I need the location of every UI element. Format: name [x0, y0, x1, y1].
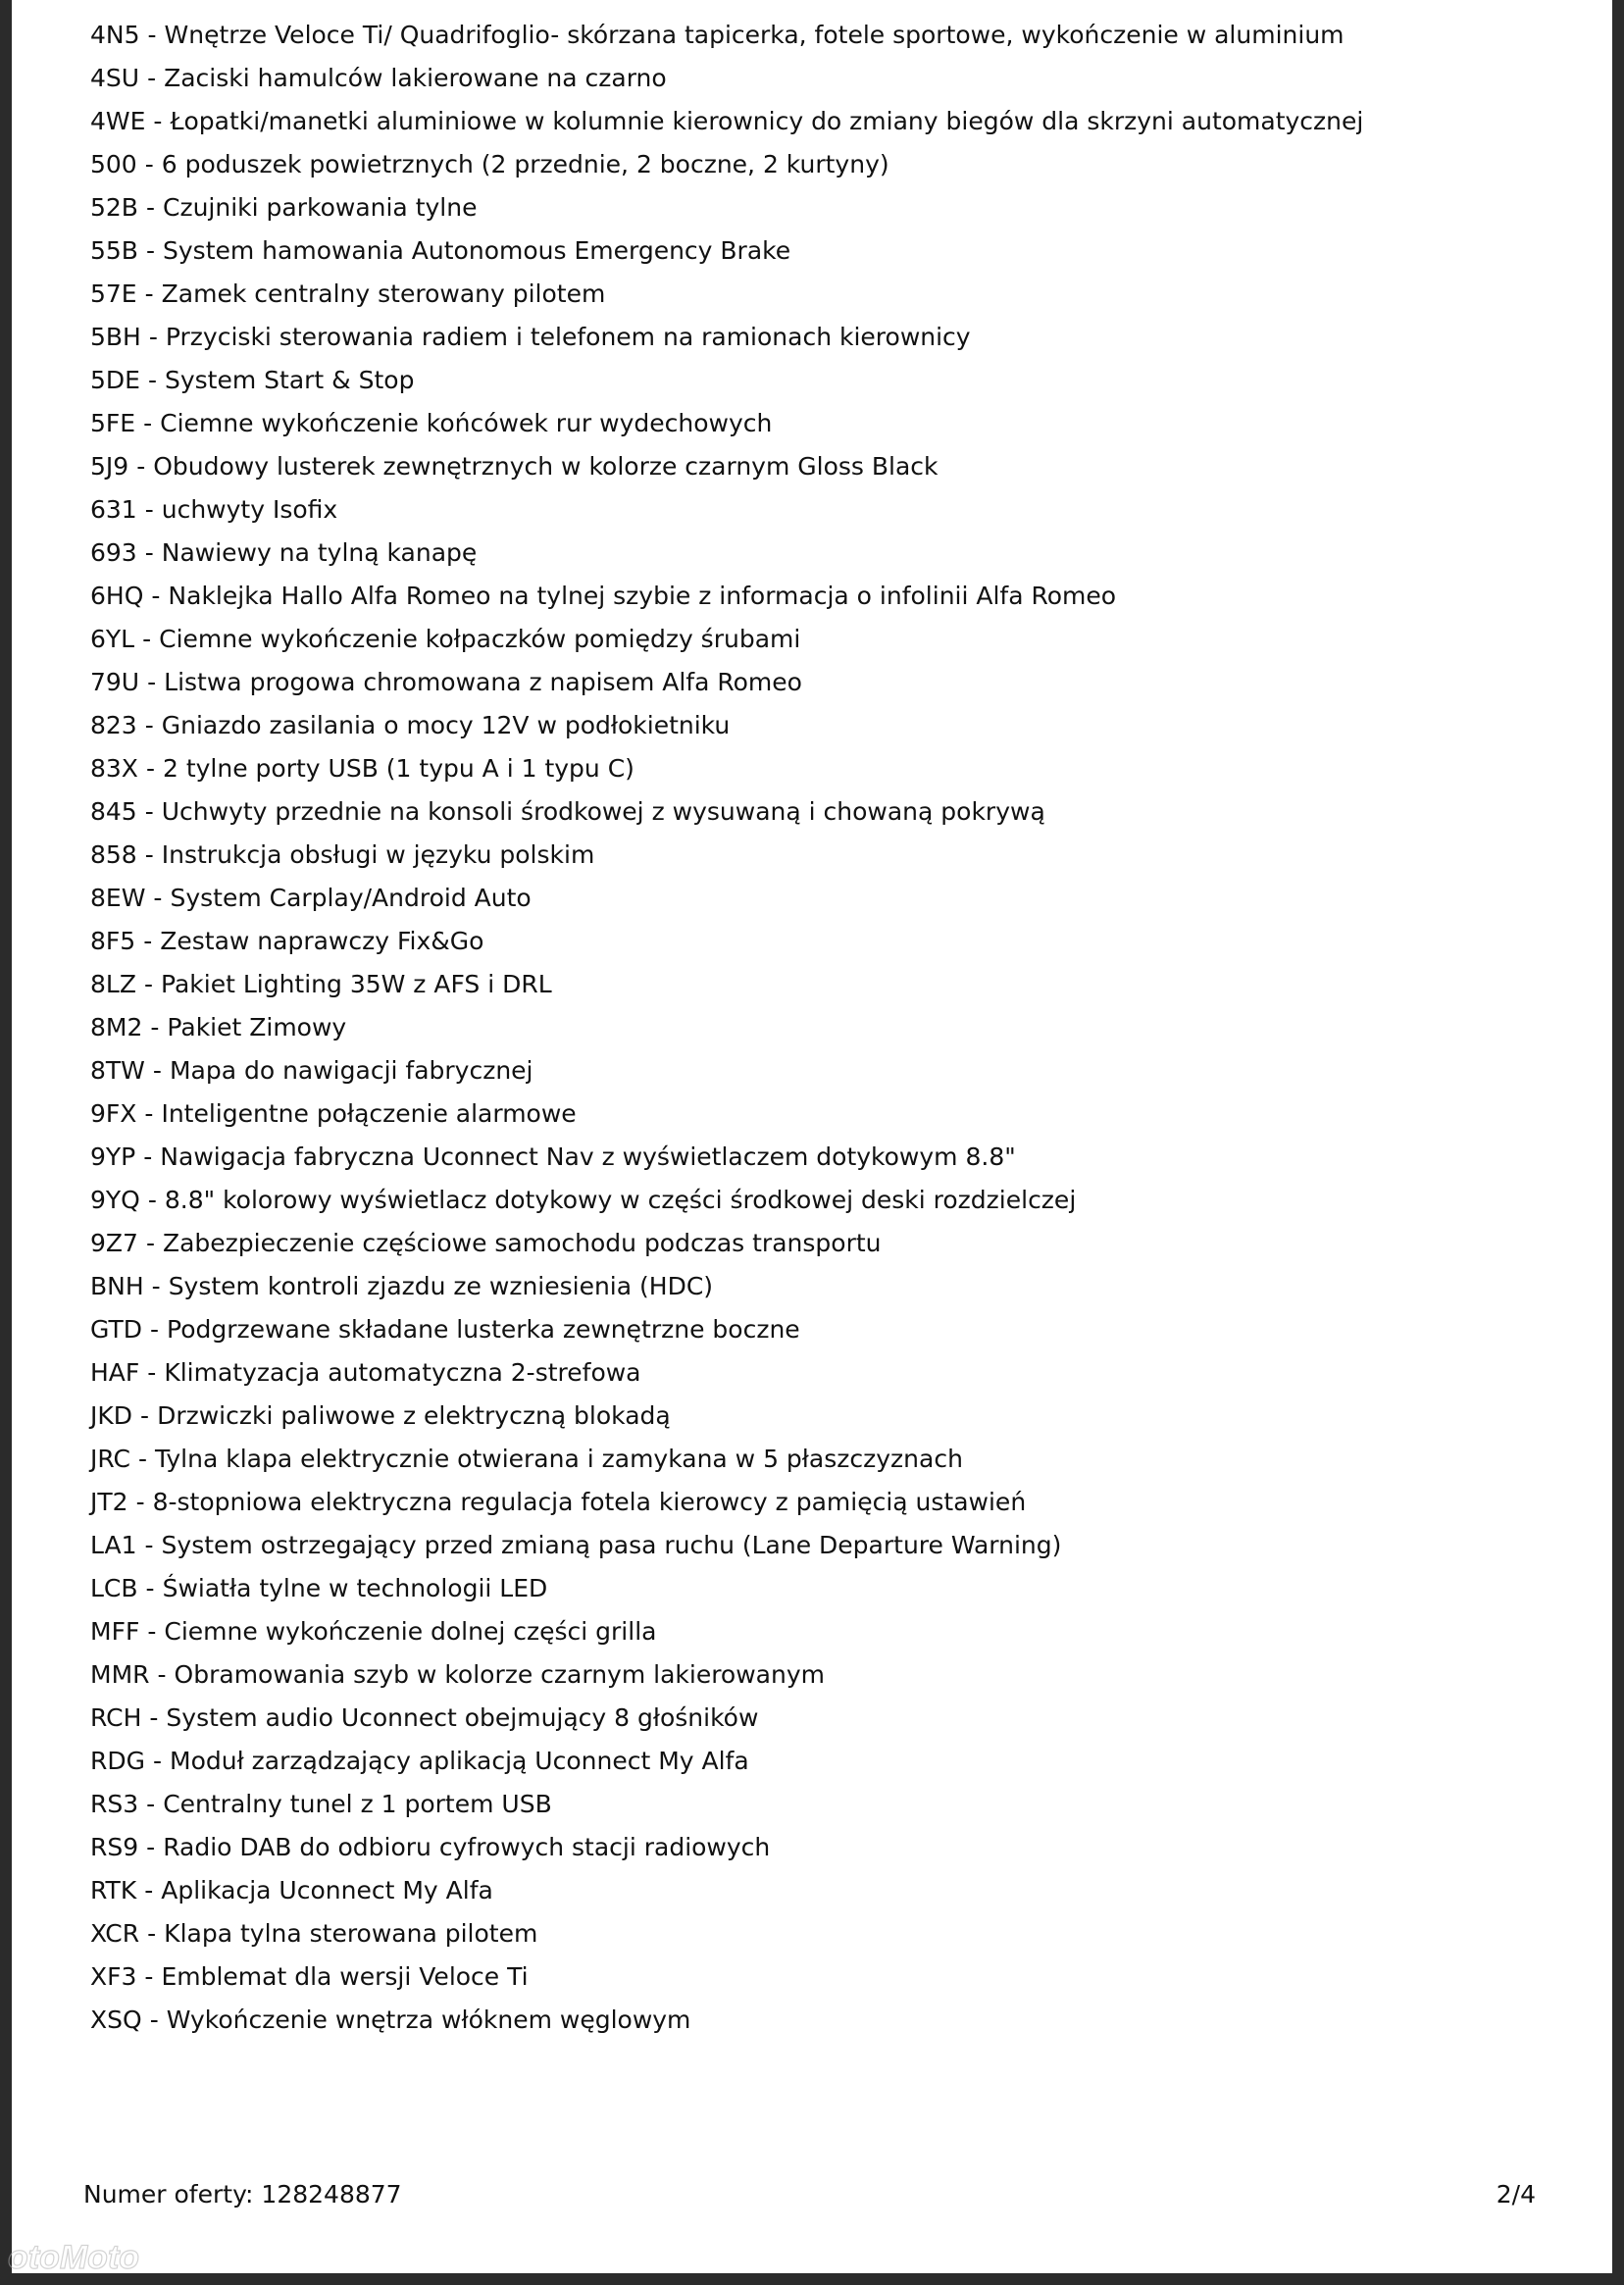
- option-code: 5DE: [90, 366, 140, 394]
- option-separator: -: [153, 107, 163, 135]
- option-code: 8F5: [90, 927, 136, 955]
- option-separator: -: [144, 840, 154, 869]
- option-code: RCH: [90, 1703, 142, 1732]
- option-description: Listwa progowa chromowana z napisem Alfa Romeo: [164, 668, 802, 696]
- option-code: 631: [90, 495, 137, 524]
- option-item: [90, 143, 1561, 186]
- option-code: 9FX: [90, 1099, 137, 1128]
- option-item: [90, 834, 1561, 877]
- option-item: [90, 186, 1561, 229]
- option-separator: -: [147, 64, 157, 92]
- option-separator: -: [144, 1531, 154, 1559]
- option-code: 8TW: [90, 1056, 145, 1085]
- option-code: JRC: [90, 1445, 130, 1473]
- option-separator: -: [144, 279, 154, 308]
- option-separator: -: [151, 1272, 161, 1300]
- option-item: [90, 229, 1561, 273]
- option-separator: -: [149, 2006, 159, 2034]
- option-code: 4SU: [90, 64, 140, 92]
- option-separator: -: [144, 1876, 154, 1904]
- option-item: [90, 1092, 1561, 1136]
- offer-number: Numer oferty: 128248877: [83, 2180, 402, 2209]
- option-item: [90, 1912, 1561, 1955]
- option-separator: -: [145, 1574, 155, 1602]
- option-item: [90, 1308, 1561, 1351]
- option-code: 823: [90, 711, 137, 739]
- option-item: [90, 963, 1561, 1006]
- option-separator: -: [147, 1186, 157, 1214]
- option-separator: -: [147, 21, 157, 49]
- option-item: [90, 488, 1561, 532]
- option-description: System kontroli zjazdu ze wzniesienia (HDC): [168, 1272, 714, 1300]
- option-description: Zamek centralny sterowany pilotem: [161, 279, 606, 308]
- option-item: [90, 1740, 1561, 1783]
- option-code: 693: [90, 538, 137, 567]
- option-code: MMR: [90, 1660, 150, 1689]
- option-code: JKD: [90, 1401, 133, 1430]
- option-separator: -: [142, 625, 152, 653]
- option-description: Pakiet Lighting 35W z AFS i DRL: [161, 970, 552, 998]
- option-description: Pakiet Zimowy: [167, 1013, 347, 1041]
- option-separator: -: [157, 1660, 167, 1689]
- option-separator: -: [146, 1833, 156, 1861]
- option-description: Drzwiczki paliwowe z elektryczną blokadą: [157, 1401, 671, 1430]
- option-description: uchwyty Isofix: [161, 495, 338, 524]
- option-description: 2 tylne porty USB (1 typu A i 1 typu C): [162, 754, 634, 783]
- option-separator: -: [143, 1142, 153, 1171]
- option-item: [90, 1481, 1561, 1524]
- option-item: [90, 1610, 1561, 1653]
- option-description: Zestaw naprawczy Fix&Go: [160, 927, 484, 955]
- option-code: 4N5: [90, 21, 140, 49]
- option-description: System Carplay/Android Auto: [170, 884, 532, 912]
- option-item: [90, 575, 1561, 618]
- option-separator: -: [144, 1962, 154, 1991]
- option-description: Moduł zarządzający aplikacją Uconnect My Alfa: [170, 1747, 749, 1775]
- option-description: Czujniki parkowania tylne: [163, 193, 478, 222]
- option-code: 9YQ: [90, 1186, 140, 1214]
- option-item: [90, 1524, 1561, 1567]
- option-code: RDG: [90, 1747, 145, 1775]
- option-description: 6 poduszek powietrznych (2 przednie, 2 boczne, 2 kurtyny): [161, 150, 889, 178]
- option-code: XSQ: [90, 2006, 142, 2034]
- option-item: [90, 273, 1561, 316]
- option-code: BNH: [90, 1272, 144, 1300]
- option-item: [90, 316, 1561, 359]
- option-code: RS9: [90, 1833, 139, 1861]
- option-description: 8-stopniowa elektryczna regulacja fotela kierowcy z pamięcią ustawień: [152, 1488, 1027, 1516]
- option-separator: -: [147, 1617, 157, 1646]
- option-item: [90, 1222, 1561, 1265]
- option-item: [90, 1179, 1561, 1222]
- option-description: System ostrzegający przed zmianą pasa ruchu (Lane Departure Warning): [161, 1531, 1062, 1559]
- option-item: [90, 747, 1561, 790]
- option-item: [90, 1567, 1561, 1610]
- option-code: 5J9: [90, 452, 129, 481]
- option-code: 55B: [90, 236, 138, 265]
- option-item: [90, 1395, 1561, 1438]
- option-separator: -: [145, 193, 155, 222]
- option-description: Mapa do nawigacji fabrycznej: [169, 1056, 533, 1085]
- option-code: 9YP: [90, 1142, 136, 1171]
- option-description: Wnętrze Veloce Ti/ Quadrifoglio- skórzana tapicerka, fotele sportowe, wykończenie w aluminium: [164, 21, 1345, 49]
- option-code: GTD: [90, 1315, 143, 1344]
- option-item: [90, 1999, 1561, 2042]
- option-item: [90, 1826, 1561, 1869]
- option-code: 79U: [90, 668, 140, 696]
- option-item: [90, 1351, 1561, 1395]
- option-item: [90, 1006, 1561, 1049]
- option-separator: -: [147, 1358, 157, 1387]
- option-separator: -: [135, 1488, 145, 1516]
- svg-text:otoMoto: otoMoto: [8, 2239, 140, 2276]
- option-item: [90, 920, 1561, 963]
- option-code: XF3: [90, 1962, 137, 1991]
- option-separator: -: [144, 711, 154, 739]
- option-separator: -: [144, 538, 154, 567]
- option-description: Wykończenie wnętrza włóknem węglowym: [166, 2006, 691, 2034]
- option-item: [90, 14, 1561, 57]
- option-description: Ciemne wykończenie końcówek rur wydechowych: [160, 409, 773, 437]
- option-code: 9Z7: [90, 1229, 138, 1257]
- option-description: Nawiewy na tylną kanapę: [161, 538, 478, 567]
- option-description: Ciemne wykończenie dolnej części grilla: [164, 1617, 657, 1646]
- option-code: 8LZ: [90, 970, 136, 998]
- option-separator: -: [140, 1401, 150, 1430]
- option-code: 5FE: [90, 409, 136, 437]
- option-description: Światła tylne w technologii LED: [162, 1574, 548, 1602]
- option-separator: -: [143, 409, 153, 437]
- option-separator: -: [149, 1703, 159, 1732]
- option-code: 858: [90, 840, 137, 869]
- option-separator: -: [145, 1229, 155, 1257]
- option-description: Obudowy lusterek zewnętrznych w kolorze czarnym Gloss Black: [153, 452, 939, 481]
- option-item: [90, 790, 1561, 834]
- option-separator: -: [144, 1099, 154, 1128]
- page-footer: [83, 2175, 1536, 2214]
- option-separator: -: [150, 1315, 160, 1344]
- equipment-options-list: [90, 14, 1561, 2042]
- option-item: [90, 1955, 1561, 1999]
- option-item: [90, 1136, 1561, 1179]
- option-separator: -: [145, 754, 155, 783]
- option-description: Radio DAB do odbioru cyfrowych stacji radiowych: [163, 1833, 771, 1861]
- option-description: Instrukcja obsługi w języku polskim: [161, 840, 595, 869]
- option-item: [90, 1438, 1561, 1481]
- option-separator: -: [146, 1790, 156, 1818]
- option-description: Ciemne wykończenie kołpaczków pomiędzy śrubami: [159, 625, 801, 653]
- option-code: 5BH: [90, 323, 141, 351]
- option-separator: -: [144, 150, 154, 178]
- option-code: 4WE: [90, 107, 146, 135]
- option-item: [90, 532, 1561, 575]
- option-code: 8EW: [90, 884, 146, 912]
- option-code: HAF: [90, 1358, 140, 1387]
- option-code: 8M2: [90, 1013, 143, 1041]
- option-description: Zaciski hamulców lakierowane na czarno: [164, 64, 667, 92]
- option-item: [90, 618, 1561, 661]
- option-code: 845: [90, 797, 137, 826]
- option-item: [90, 1265, 1561, 1308]
- option-description: Gniazdo zasilania o mocy 12V w podłokietniku: [161, 711, 731, 739]
- option-item: [90, 57, 1561, 100]
- option-item: [90, 100, 1561, 143]
- option-separator: -: [148, 323, 158, 351]
- option-code: LCB: [90, 1574, 138, 1602]
- otomoto-watermark-logo: [6, 2238, 280, 2277]
- option-description: Inteligentne połączenie alarmowe: [161, 1099, 577, 1128]
- option-description: Naklejka Hallo Alfa Romeo na tylnej szybie z informacja o infolinii Alfa Romeo: [168, 582, 1117, 610]
- option-description: Przyciski sterowania radiem i telefonem na ramionach kierownicy: [165, 323, 971, 351]
- option-separator: -: [147, 668, 157, 696]
- option-description: Nawigacja fabryczna Uconnect Nav z wyświetlaczem dotykowym 8.8": [160, 1142, 1016, 1171]
- option-code: 57E: [90, 279, 137, 308]
- option-item: [90, 1697, 1561, 1740]
- option-description: Emblemat dla wersji Veloce Ti: [161, 1962, 529, 1991]
- option-item: [90, 1049, 1561, 1092]
- option-item: [90, 445, 1561, 488]
- option-description: Zabezpieczenie częściowe samochodu podczas transportu: [162, 1229, 882, 1257]
- option-item: [90, 1783, 1561, 1826]
- option-item: [90, 359, 1561, 402]
- option-separator: -: [144, 495, 154, 524]
- option-description: Centralny tunel z 1 portem USB: [163, 1790, 552, 1818]
- option-item: [90, 402, 1561, 445]
- option-item: [90, 877, 1561, 920]
- option-description: Tylna klapa elektrycznie otwierana i zamykana w 5 płaszczyznach: [155, 1445, 963, 1473]
- option-item: [90, 661, 1561, 704]
- option-code: JT2: [90, 1488, 128, 1516]
- option-description: 8.8" kolorowy wyświetlacz dotykowy w części środkowej deski rozdzielczej: [164, 1186, 1077, 1214]
- option-description: Uchwyty przednie na konsoli środkowej z wysuwaną i chowaną pokrywą: [161, 797, 1045, 826]
- option-separator: -: [145, 236, 155, 265]
- option-separator: -: [144, 797, 154, 826]
- option-code: RS3: [90, 1790, 139, 1818]
- option-separator: -: [143, 927, 153, 955]
- option-description: Obramowania szyb w kolorze czarnym lakierowanym: [174, 1660, 825, 1689]
- option-separator: -: [153, 884, 163, 912]
- option-code: 83X: [90, 754, 138, 783]
- option-description: System hamowania Autonomous Emergency Brake: [163, 236, 791, 265]
- option-description: System audio Uconnect obejmujący 8 głośników: [166, 1703, 759, 1732]
- option-code: MFF: [90, 1617, 140, 1646]
- option-separator: -: [150, 1013, 160, 1041]
- option-separator: -: [143, 970, 153, 998]
- option-code: 52B: [90, 193, 138, 222]
- option-description: Klimatyzacja automatyczna 2-strefowa: [164, 1358, 641, 1387]
- option-separator: -: [153, 1747, 163, 1775]
- option-separator: -: [147, 366, 157, 394]
- option-separator: -: [147, 1919, 157, 1948]
- option-item: [90, 704, 1561, 747]
- option-description: Podgrzewane składane lusterka zewnętrzne boczne: [167, 1315, 800, 1344]
- page-number: 2/4: [1496, 2180, 1536, 2209]
- option-separator: -: [151, 582, 161, 610]
- option-code: RTK: [90, 1876, 137, 1904]
- option-code: 6YL: [90, 625, 135, 653]
- option-separator: -: [137, 1445, 147, 1473]
- option-separator: -: [152, 1056, 162, 1085]
- option-description: System Start & Stop: [164, 366, 415, 394]
- option-description: Aplikacja Uconnect My Alfa: [161, 1876, 493, 1904]
- option-item: [90, 1869, 1561, 1912]
- option-separator: -: [136, 452, 146, 481]
- option-item: [90, 1653, 1561, 1697]
- document-page: [12, 0, 1612, 2273]
- option-code: 500: [90, 150, 137, 178]
- option-code: XCR: [90, 1919, 140, 1948]
- option-description: Łopatki/manetki aluminiowe w kolumnie kierownicy do zmiany biegów dla skrzyni automatycznej: [170, 107, 1364, 135]
- option-code: 6HQ: [90, 582, 144, 610]
- option-description: Klapa tylna sterowana pilotem: [164, 1919, 538, 1948]
- option-code: LA1: [90, 1531, 137, 1559]
